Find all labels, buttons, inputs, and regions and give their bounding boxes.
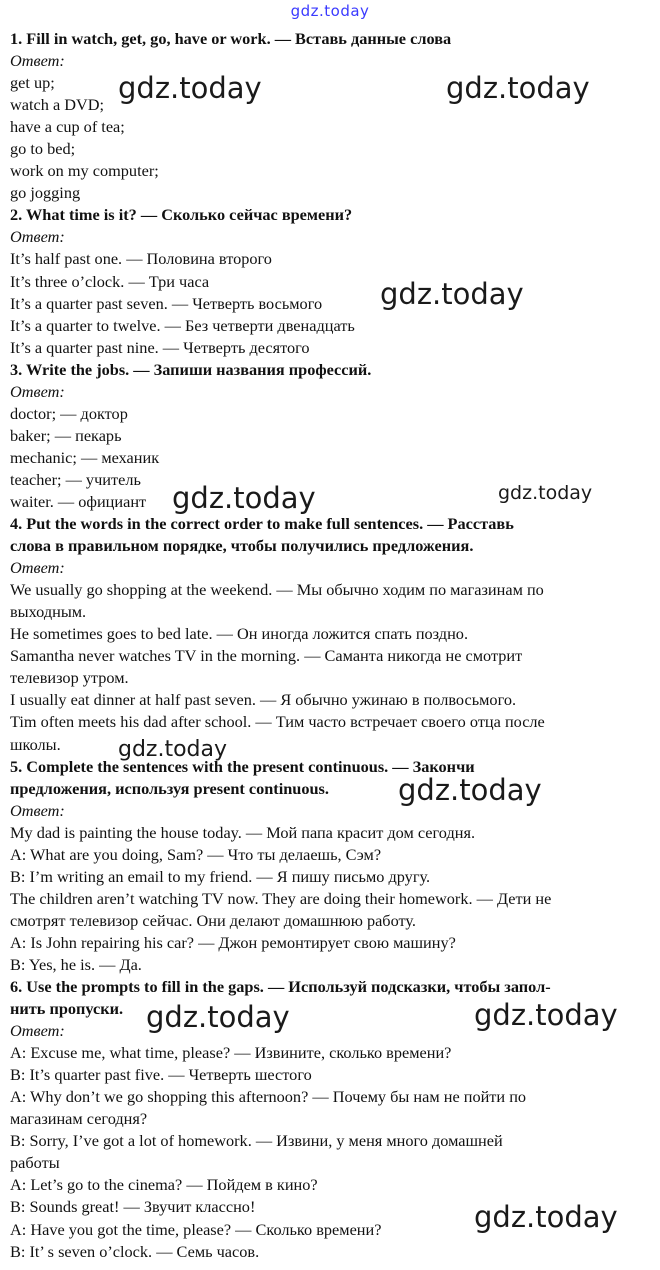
exercise-heading: 3. Write the jobs. — Запиши названия профессий. bbox=[10, 359, 372, 379]
site-header-watermark: gdz.today bbox=[290, 2, 370, 20]
answer-line: B: Yes, he is. — Да. bbox=[10, 954, 142, 974]
watermark: gdz.today bbox=[474, 1200, 618, 1234]
answer-line: We usually go shopping at the weekend. — Мы обычно ходим по магазинам по bbox=[10, 580, 544, 600]
answer-label: Ответ: bbox=[10, 558, 65, 578]
answer-line: My dad is painting the house today. — Мой папа красит дом сегодня. bbox=[10, 822, 476, 842]
answer-line: A: What are you doing, Sam? — Что ты делаешь, Сэм? bbox=[10, 844, 382, 864]
watermark: gdz.today bbox=[398, 773, 542, 807]
answer-line: выходным. bbox=[10, 602, 87, 622]
answer-line: B: Sorry, I’ve got a lot of homework. — Извини, у меня много домашней bbox=[10, 1131, 503, 1151]
exercise-section bbox=[10, 513, 655, 756]
exercise-heading: 5. Complete the sentences with the present continuous. — Закончи bbox=[10, 756, 475, 776]
watermark: gdz.today bbox=[118, 71, 262, 105]
answer-line: B: It’ s seven o’clock. — Семь часов. bbox=[10, 1241, 260, 1261]
exercise-heading: 2. What time is it? — Сколько сейчас времени? bbox=[10, 205, 353, 225]
answer-label: Ответ: bbox=[10, 800, 65, 820]
exercise-heading: 4. Put the words in the correct order to make full sentences. — Расставь bbox=[10, 514, 514, 534]
answer-line: go to bed; bbox=[10, 139, 76, 159]
answer-line: смотрят телевизор сейчас. Они делают домашнюю работу. bbox=[10, 910, 416, 930]
answer-line: работы bbox=[10, 1153, 60, 1173]
watermark: gdz.today bbox=[118, 737, 228, 762]
exercise-heading: предложения, используя present continuous. bbox=[10, 778, 329, 798]
exercise-section bbox=[10, 28, 655, 204]
exercise-section bbox=[10, 204, 655, 358]
answer-line: teacher; — учитель bbox=[10, 469, 141, 489]
answer-line: waiter. — официант bbox=[10, 491, 147, 511]
exercise-heading: нить пропуски. bbox=[10, 999, 124, 1019]
watermark: gdz.today bbox=[498, 482, 593, 504]
watermark: gdz.today bbox=[474, 998, 618, 1032]
answer-line: watch a DVD; bbox=[10, 95, 105, 115]
answer-line: mechanic; — механик bbox=[10, 447, 160, 467]
exercise-heading: 1. Fill in watch, get, go, have or work. — Вставь данные слова bbox=[10, 29, 452, 48]
answer-line: магазинам сегодня? bbox=[10, 1109, 148, 1129]
answer-line: It’s half past one. — Половина второго bbox=[10, 249, 272, 269]
answer-line: телевизор утром. bbox=[10, 668, 129, 688]
answer-line: B: It’s quarter past five. — Четверть шестого bbox=[10, 1065, 312, 1085]
answer-line: It’s a quarter past nine. — Четверть десятого bbox=[10, 337, 310, 357]
answer-line: B: I’m writing an email to my friend. — Я пишу письмо другу. bbox=[10, 866, 431, 886]
exercise-list bbox=[10, 28, 655, 1263]
exercise-section bbox=[10, 756, 655, 976]
answer-line: B: Sounds great! — Звучит классно! bbox=[10, 1197, 256, 1217]
answer-line: doctor; — доктор bbox=[10, 403, 128, 423]
exercise-heading: слова в правильном порядке, чтобы получились предложения. bbox=[10, 536, 474, 556]
answer-line: go jogging bbox=[10, 183, 81, 203]
watermark: gdz.today bbox=[446, 71, 590, 105]
exercise-heading: 6. Use the prompts to fill in the gaps. — Используй подсказки, чтобы запол- bbox=[10, 977, 551, 997]
answer-line: He sometimes goes to bed late. — Он иногда ложится спать поздно. bbox=[10, 624, 469, 644]
answer-line: школы. bbox=[10, 734, 61, 754]
answer-line: A: Why don’t we go shopping this afternoon? — Почему бы нам не пойти по bbox=[10, 1087, 527, 1107]
answer-line: A: Is John repairing his car? — Джон ремонтирует свою машину? bbox=[10, 932, 456, 952]
answer-line: baker; — пекарь bbox=[10, 425, 122, 445]
answer-line: work on my computer; bbox=[10, 161, 159, 181]
answer-line: The children aren’t watching TV now. They are doing their homework. — Дети не bbox=[10, 888, 552, 908]
watermark: gdz.today bbox=[146, 1000, 290, 1034]
answer-line: It’s three o’clock. — Три часа bbox=[10, 271, 210, 291]
answer-line: have a cup of tea; bbox=[10, 117, 125, 137]
answer-label: Ответ: bbox=[10, 1021, 65, 1041]
answer-line: It’s a quarter to twelve. — Без четверти двенадцать bbox=[10, 315, 355, 335]
answer-line: Tim often meets his dad after school. — Тим часто встречает своего отца после bbox=[10, 712, 545, 732]
answer-line: A: Excuse me, what time, please? — Извините, сколько времени? bbox=[10, 1043, 452, 1063]
answer-label: Ответ: bbox=[10, 51, 65, 71]
answer-line: It’s a quarter past seven. — Четверть восьмого bbox=[10, 293, 323, 313]
answer-label: Ответ: bbox=[10, 227, 65, 247]
answer-label: Ответ: bbox=[10, 381, 65, 401]
answer-line: A: Have you got the time, please? — Сколько времени? bbox=[10, 1219, 382, 1239]
watermark: gdz.today bbox=[380, 277, 524, 311]
watermark: gdz.today bbox=[172, 481, 316, 515]
answer-line: Samantha never watches TV in the morning. — Саманта никогда не смотрит bbox=[10, 646, 523, 666]
answer-line: I usually eat dinner at half past seven. — Я обычно ужинаю в полвосьмого. bbox=[10, 690, 517, 710]
answer-line: get up; bbox=[10, 73, 55, 93]
answer-line: A: Let’s go to the cinema? — Пойдем в кино? bbox=[10, 1175, 318, 1195]
